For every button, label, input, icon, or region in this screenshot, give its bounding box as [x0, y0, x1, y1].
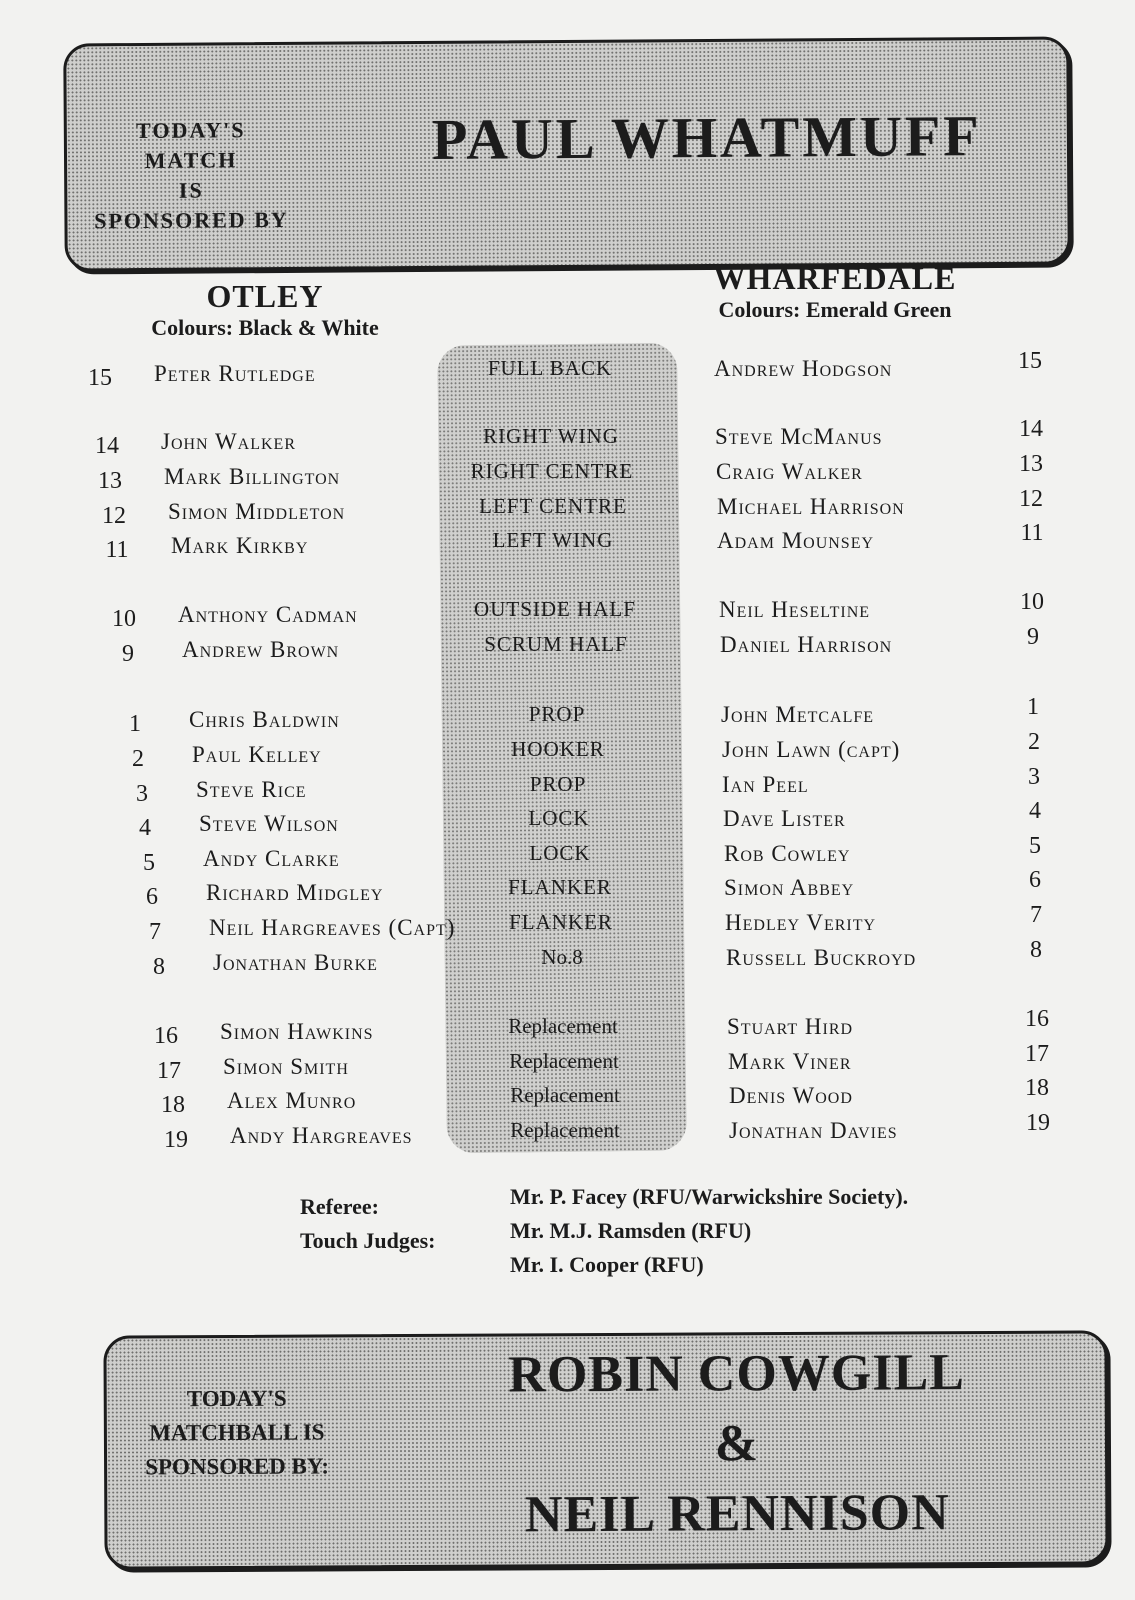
matchball-sponsor-ampersand: & — [714, 1415, 760, 1473]
wharfedale-player-name: Stuart Hird — [727, 1014, 854, 1039]
matchball-sponsor-name-1: ROBIN COWGILL — [508, 1344, 966, 1404]
wharfedale-player-number: 1 — [1027, 694, 1039, 720]
position-label: HOOKER — [511, 737, 605, 761]
referee-label: Referee: — [300, 1194, 379, 1219]
touch-judge-1: Mr. M.J. Ramsden (RFU) — [510, 1218, 752, 1243]
otley-player-number: 8 — [153, 954, 165, 980]
position-label: LOCK — [529, 841, 591, 865]
wharfedale-player-name: Simon Abbey — [724, 875, 855, 900]
match-sponsor-label-line: TODAY'S — [136, 117, 246, 144]
officials-labels — [300, 1190, 436, 1258]
position-label: LEFT CENTRE — [479, 494, 627, 518]
wharfedale-player-name: Denis Wood — [729, 1083, 853, 1108]
wharfedale-player-number: 7 — [1030, 902, 1042, 928]
wharfedale-player-name: Dave Lister — [723, 806, 846, 831]
otley-player-name: Steve Rice — [196, 777, 307, 802]
position-label: LEFT WING — [492, 528, 614, 552]
position-label: FULL BACK — [487, 356, 613, 380]
otley-colours — [100, 315, 430, 341]
touch-judges-label: Touch Judges: — [300, 1228, 436, 1253]
wharfedale-player-name: Hedley Verity — [725, 910, 877, 935]
otley-player-name: Richard Midgley — [206, 880, 384, 905]
position-label: No.8 — [541, 945, 583, 969]
otley-player-number: 6 — [146, 884, 158, 910]
wharfedale-player-number: 9 — [1027, 624, 1039, 650]
otley-player-name: Mark Kirkby — [171, 533, 309, 558]
otley-player-number: 3 — [136, 781, 148, 807]
position-label: LOCK — [528, 806, 590, 830]
wharfedale-player-number: 11 — [1020, 520, 1044, 546]
otley-player-name: Simon Smith — [223, 1054, 349, 1079]
wharfedale-player-number: 4 — [1029, 798, 1041, 824]
touch-judge-2: Mr. I. Cooper (RFU) — [510, 1252, 704, 1277]
otley-player-number: 9 — [122, 641, 134, 667]
otley-player-name: Jonathan Burke — [213, 950, 378, 975]
position-label: FLANKER — [509, 910, 613, 934]
otley-player-name: Simon Middleton — [168, 499, 346, 524]
wharfedale-player-number: 16 — [1025, 1006, 1049, 1032]
otley-player-number: 7 — [149, 919, 161, 945]
otley-player-name: Andrew Brown — [182, 637, 340, 662]
matchball-sponsor-label-line: MATCHBALL IS — [149, 1419, 325, 1446]
match-sponsor-name: PAUL WHATMUFF — [431, 103, 982, 172]
otley-player-number: 12 — [102, 503, 126, 529]
wharfedale-player-name: Craig Walker — [716, 459, 863, 484]
position-label: PROP — [529, 772, 587, 796]
otley-colours-value: Black & White — [238, 315, 379, 340]
otley-player-name: John Walker — [161, 429, 296, 454]
wharfedale-player-number: 3 — [1028, 764, 1040, 790]
otley-player-number: 10 — [112, 606, 136, 632]
otley-player-number: 5 — [143, 850, 155, 876]
otley-header — [100, 278, 430, 341]
wharfedale-player-name: Daniel Harrison — [720, 632, 893, 657]
wharfedale-player-number: 12 — [1019, 486, 1043, 512]
otley-player-name: Neil Hargreaves (Capt) — [209, 915, 456, 940]
match-sponsor-label — [81, 115, 302, 237]
match-sponsor-box — [63, 36, 1071, 271]
wharfedale-colours-label: Colours: — [718, 297, 801, 322]
wharfedale-player-name: Ian Peel — [722, 772, 809, 797]
position-label: Replacement — [508, 1014, 618, 1038]
wharfedale-player-number: 13 — [1019, 451, 1043, 477]
wharfedale-player-name: Steve McManus — [715, 424, 883, 449]
position-label: Replacement — [509, 1049, 619, 1073]
position-label: RIGHT WING — [483, 424, 619, 448]
otley-player-number: 13 — [98, 468, 122, 494]
wharfedale-team-name: WHARFEDALE — [713, 260, 957, 296]
wharfedale-header — [680, 260, 990, 323]
matchball-sponsor-box — [103, 1330, 1108, 1569]
otley-player-number: 19 — [164, 1127, 188, 1153]
position-label: SCRUM HALF — [484, 632, 628, 656]
otley-player-number: 1 — [129, 711, 141, 737]
otley-player-number: 15 — [88, 365, 112, 391]
position-label: RIGHT CENTRE — [470, 459, 634, 483]
wharfedale-player-number: 19 — [1026, 1110, 1050, 1136]
otley-player-name: Chris Baldwin — [189, 707, 340, 732]
match-sponsor-label-line: SPONSORED BY — [94, 206, 289, 234]
otley-player-number: 16 — [154, 1023, 178, 1049]
position-label: FLANKER — [508, 875, 612, 899]
otley-player-name: Mark Billington — [164, 464, 341, 489]
matchball-sponsor-label-line: TODAY'S — [186, 1385, 287, 1412]
wharfedale-colours — [680, 297, 990, 323]
match-sponsor-label-line: IS — [178, 177, 204, 203]
wharfedale-player-name: Jonathan Davies — [729, 1118, 898, 1143]
wharfedale-colours-value: Emerald Green — [805, 297, 952, 322]
otley-player-name: Anthony Cadman — [178, 602, 358, 627]
officials-names — [510, 1180, 908, 1282]
wharfedale-player-name: Adam Mounsey — [717, 528, 875, 553]
otley-player-name: Steve Wilson — [199, 811, 339, 836]
wharfedale-player-name: Andrew Hodgson — [714, 356, 893, 381]
wharfedale-player-number: 14 — [1019, 416, 1043, 442]
otley-player-name: Peter Rutledge — [154, 361, 316, 386]
wharfedale-player-name: John Metcalfe — [721, 702, 875, 727]
wharfedale-player-number: 2 — [1028, 729, 1040, 755]
wharfedale-player-number: 15 — [1018, 348, 1042, 374]
referee-name: Mr. P. Facey (RFU/Warwickshire Society). — [510, 1184, 909, 1209]
position-label: PROP — [528, 702, 586, 726]
wharfedale-player-number: 8 — [1030, 937, 1042, 963]
otley-player-name: Andy Hargreaves — [230, 1123, 413, 1148]
matchball-sponsor-label — [117, 1381, 358, 1484]
otley-team-name: OTLEY — [206, 278, 324, 314]
wharfedale-player-name: John Lawn (capt) — [722, 737, 901, 762]
wharfedale-player-number: 6 — [1029, 867, 1041, 893]
wharfedale-player-number: 10 — [1020, 589, 1044, 615]
matchball-sponsor-name-2: NEIL RENNISON — [524, 1484, 950, 1544]
wharfedale-player-number: 18 — [1025, 1075, 1049, 1101]
otley-player-name: Paul Kelley — [192, 742, 322, 767]
matchball-sponsor-names — [456, 1338, 1017, 1551]
wharfedale-player-number: 17 — [1025, 1041, 1049, 1067]
otley-player-number: 11 — [105, 537, 129, 563]
otley-player-number: 17 — [157, 1058, 181, 1084]
wharfedale-player-name: Russell Buckroyd — [726, 945, 917, 970]
wharfedale-player-name: Neil Heseltine — [719, 597, 871, 622]
otley-player-number: 18 — [161, 1092, 185, 1118]
otley-player-name: Andy Clarke — [203, 846, 340, 871]
otley-player-name: Simon Hawkins — [220, 1019, 374, 1044]
matchball-sponsor-label-line: SPONSORED BY: — [145, 1453, 330, 1480]
wharfedale-player-number: 5 — [1029, 833, 1041, 859]
position-label: Replacement — [510, 1118, 620, 1142]
position-label: OUTSIDE HALF — [474, 597, 636, 621]
otley-colours-label: Colours: — [151, 315, 234, 340]
otley-player-number: 14 — [95, 433, 119, 459]
match-sponsor-label-line: MATCH — [144, 147, 238, 173]
wharfedale-player-name: Michael Harrison — [717, 494, 905, 519]
position-label: Replacement — [510, 1083, 620, 1107]
wharfedale-player-name: Rob Cowley — [724, 841, 851, 866]
otley-player-name: Alex Munro — [227, 1088, 357, 1113]
otley-player-number: 2 — [132, 746, 144, 772]
otley-player-number: 4 — [139, 815, 151, 841]
wharfedale-player-name: Mark Viner — [728, 1049, 852, 1074]
